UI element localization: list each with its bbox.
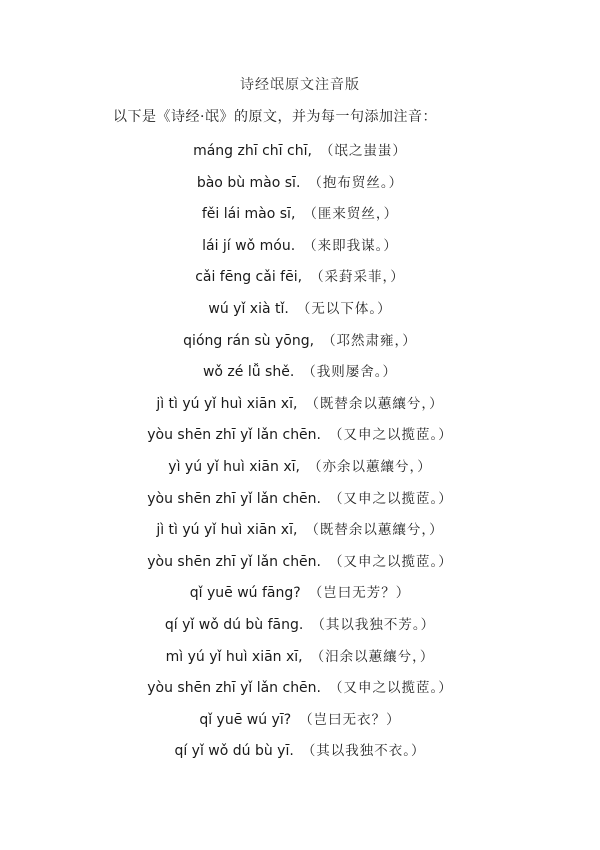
hanzi-text: （抱布贸丝。） [308, 174, 404, 191]
verse-line [0, 329, 600, 361]
hanzi-text: （其以我独不芳。） [311, 616, 436, 633]
pinyin-text: yòu shēn zhī yǐ lǎn chēn. [147, 680, 321, 697]
document-title: 诗经氓原文注音版 [240, 77, 360, 93]
hanzi-text: （匪来贸丝，） [303, 206, 399, 223]
pinyin-text: wú yǐ xià tǐ. [208, 300, 289, 317]
pinyin-text: lái jí wǒ móu. [202, 237, 296, 254]
verse-line [0, 360, 600, 392]
verse-line [0, 171, 600, 203]
hanzi-text: （我则屡舍。） [302, 364, 398, 381]
verse-line [0, 423, 600, 455]
hanzi-text: （岂曰无芳？） [308, 585, 411, 602]
hanzi-text: （既替余以蕙纕兮，） [305, 395, 444, 412]
pinyin-text: yì yú yǐ huì xiān xī, [168, 458, 300, 475]
verse-line [0, 645, 600, 677]
hanzi-text: （既替余以蕙纕兮，） [305, 522, 444, 539]
hanzi-text: （又申之以揽茝。） [329, 490, 453, 507]
pinyin-text: yòu shēn zhī yǐ lǎn chēn. [147, 553, 321, 570]
pinyin-text: qǐ yuē wú yī? [199, 711, 292, 728]
hanzi-text: （其以我独不衣。） [301, 743, 426, 760]
hanzi-text: （采葑采菲，） [310, 269, 405, 286]
pinyin-text: qí yǐ wǒ dú bù yī. [174, 743, 294, 760]
pinyin-text: yòu shēn zhī yǐ lǎn chēn. [147, 490, 321, 507]
verse-line [0, 139, 600, 171]
verse-line [0, 739, 600, 771]
pinyin-text: cǎi fēng cǎi fēi, [195, 269, 303, 286]
pinyin-text: fěi lái mào sī, [201, 206, 296, 223]
verse-list [0, 139, 600, 771]
pinyin-text: mì yú yǐ huì xiān xī, [165, 648, 303, 665]
intro-paragraph: 以下是《诗经·氓》的原文，并为每一句添加注音： [113, 109, 437, 125]
hanzi-text: （又申之以揽茝。） [329, 680, 453, 697]
verse-line [0, 265, 600, 297]
pinyin-text: qióng rán sù yōng, [183, 332, 315, 349]
verse-line [0, 518, 600, 550]
pinyin-text: bào bù mào sī. [196, 174, 301, 191]
pinyin-text: qǐ yuē wú fāng? [189, 585, 301, 602]
hanzi-text: （又申之以揽茝。） [329, 427, 453, 444]
verse-line [0, 202, 600, 234]
hanzi-text: （氓之蚩蚩） [319, 143, 407, 159]
hanzi-text: （汨余以蕙纕兮，） [310, 648, 435, 665]
hanzi-text: （来即我谋。） [303, 237, 398, 254]
pinyin-text: qí yǐ wǒ dú bù fāng. [164, 616, 304, 633]
pinyin-text: jì tì yú yǐ huì xiān xī, [156, 522, 298, 539]
verse-line [0, 297, 600, 329]
verse-line [0, 234, 600, 266]
verse-line [0, 455, 600, 487]
pinyin-text: yòu shēn zhī yǐ lǎn chēn. [147, 427, 321, 444]
verse-line [0, 581, 600, 613]
pinyin-text: wǒ zé lǚ shě. [202, 364, 295, 381]
hanzi-text: （又申之以揽茝。） [329, 553, 453, 570]
verse-line [0, 392, 600, 424]
verse-line [0, 708, 600, 740]
hanzi-text: （邛然肃雍，） [322, 332, 417, 349]
verse-line [0, 613, 600, 645]
hanzi-text: （无以下体。） [296, 300, 392, 317]
verse-line [0, 550, 600, 582]
pinyin-text: máng zhī chī chī, [193, 143, 312, 159]
hanzi-text: （岂曰无衣？） [299, 711, 401, 728]
pinyin-text: jì tì yú yǐ huì xiān xī, [156, 395, 298, 412]
hanzi-text: （亦余以蕙纕兮，） [307, 458, 432, 475]
verse-line [0, 676, 600, 708]
verse-line [0, 487, 600, 519]
